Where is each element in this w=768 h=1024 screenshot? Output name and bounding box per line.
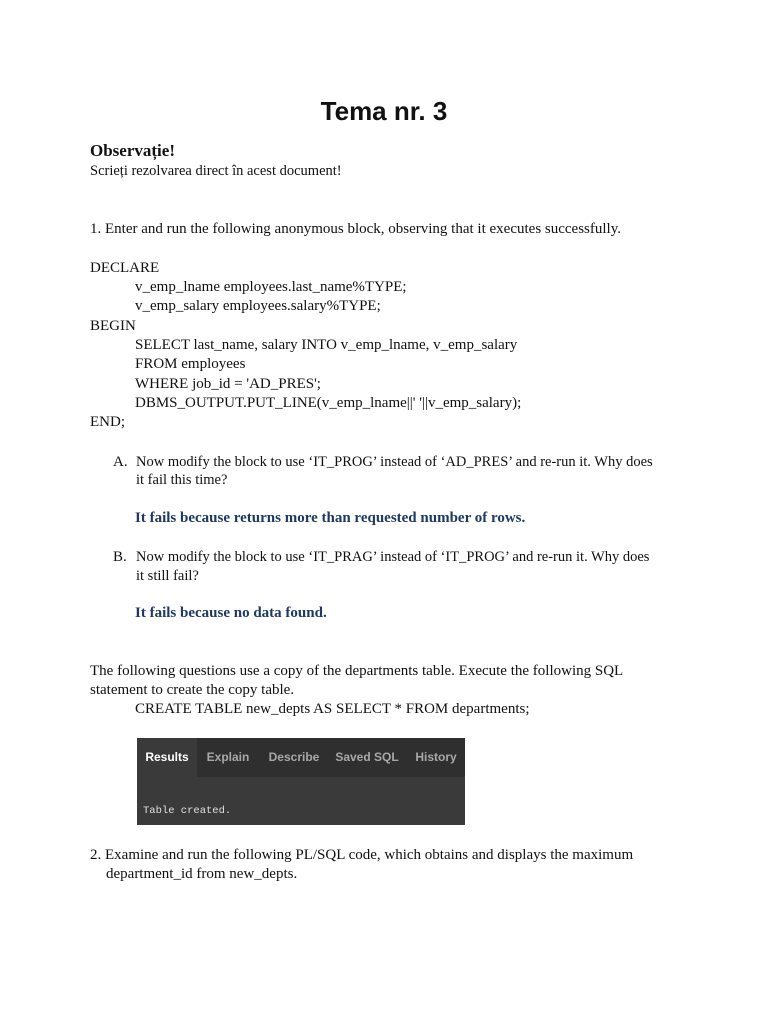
copy-section-line2: statement to create the copy table. (90, 682, 295, 698)
tab-explain[interactable]: Explain (206, 750, 250, 764)
code-line-decl1: v_emp_lname employees.last_name%TYPE; (135, 279, 407, 295)
code-line-end: END; (90, 414, 125, 430)
results-tab-bar (137, 738, 465, 777)
code-line-declare: DECLARE (90, 260, 160, 276)
answer-a: It fails because returns more than requested number of rows. (135, 510, 526, 526)
question-2-line1: 2. Examine and run the following PL/SQL code, which obtains and displays the maximum (90, 847, 634, 863)
item-a-line2: it fail this time? (136, 472, 228, 488)
question-1-text: 1. Enter and run the following anonymous block, observing that it executes successfully. (90, 221, 621, 237)
copy-section-line1: The following questions use a copy of the departments table. Execute the following SQL (90, 663, 624, 679)
answer-b: It fails because no data found. (135, 605, 327, 621)
page-title: Tema nr. 3 (320, 96, 448, 126)
observation-text: Scrieți rezolvarea direct în acest document! (90, 163, 342, 179)
item-b-line2: it still fail? (136, 568, 199, 584)
code-line-begin: BEGIN (90, 318, 136, 334)
code-line-select: SELECT last_name, salary INTO v_emp_lname, v_emp_salary (135, 337, 518, 353)
item-a-marker: A. (113, 454, 128, 470)
tab-saved-sql[interactable]: Saved SQL (335, 750, 399, 764)
results-output: Table created. (143, 805, 232, 817)
observation-heading: Observație! (90, 141, 175, 160)
tab-describe[interactable]: Describe (268, 750, 320, 764)
code-line-output: DBMS_OUTPUT.PUT_LINE(v_emp_lname||' '||v_emp_salary); (135, 395, 522, 411)
item-b-line1: Now modify the block to use ‘IT_PRAG’ instead of ‘IT_PROG’ and re-run it. Why does (136, 549, 650, 565)
results-panel (137, 738, 465, 825)
code-line-from: FROM employees (135, 356, 246, 372)
item-a-line1: Now modify the block to use ‘IT_PROG’ instead of ‘AD_PRES’ and re-run it. Why does (136, 454, 653, 470)
code-line-where: WHERE job_id = 'AD_PRES'; (135, 376, 321, 392)
tab-history[interactable]: History (415, 750, 457, 764)
tab-results[interactable]: Results (137, 738, 197, 777)
item-b-marker: B. (113, 549, 127, 565)
create-table-sql: CREATE TABLE new_depts AS SELECT * FROM departments; (135, 701, 530, 717)
question-2-line2: department_id from new_depts. (106, 866, 298, 882)
code-line-decl2: v_emp_salary employees.salary%TYPE; (135, 298, 381, 314)
